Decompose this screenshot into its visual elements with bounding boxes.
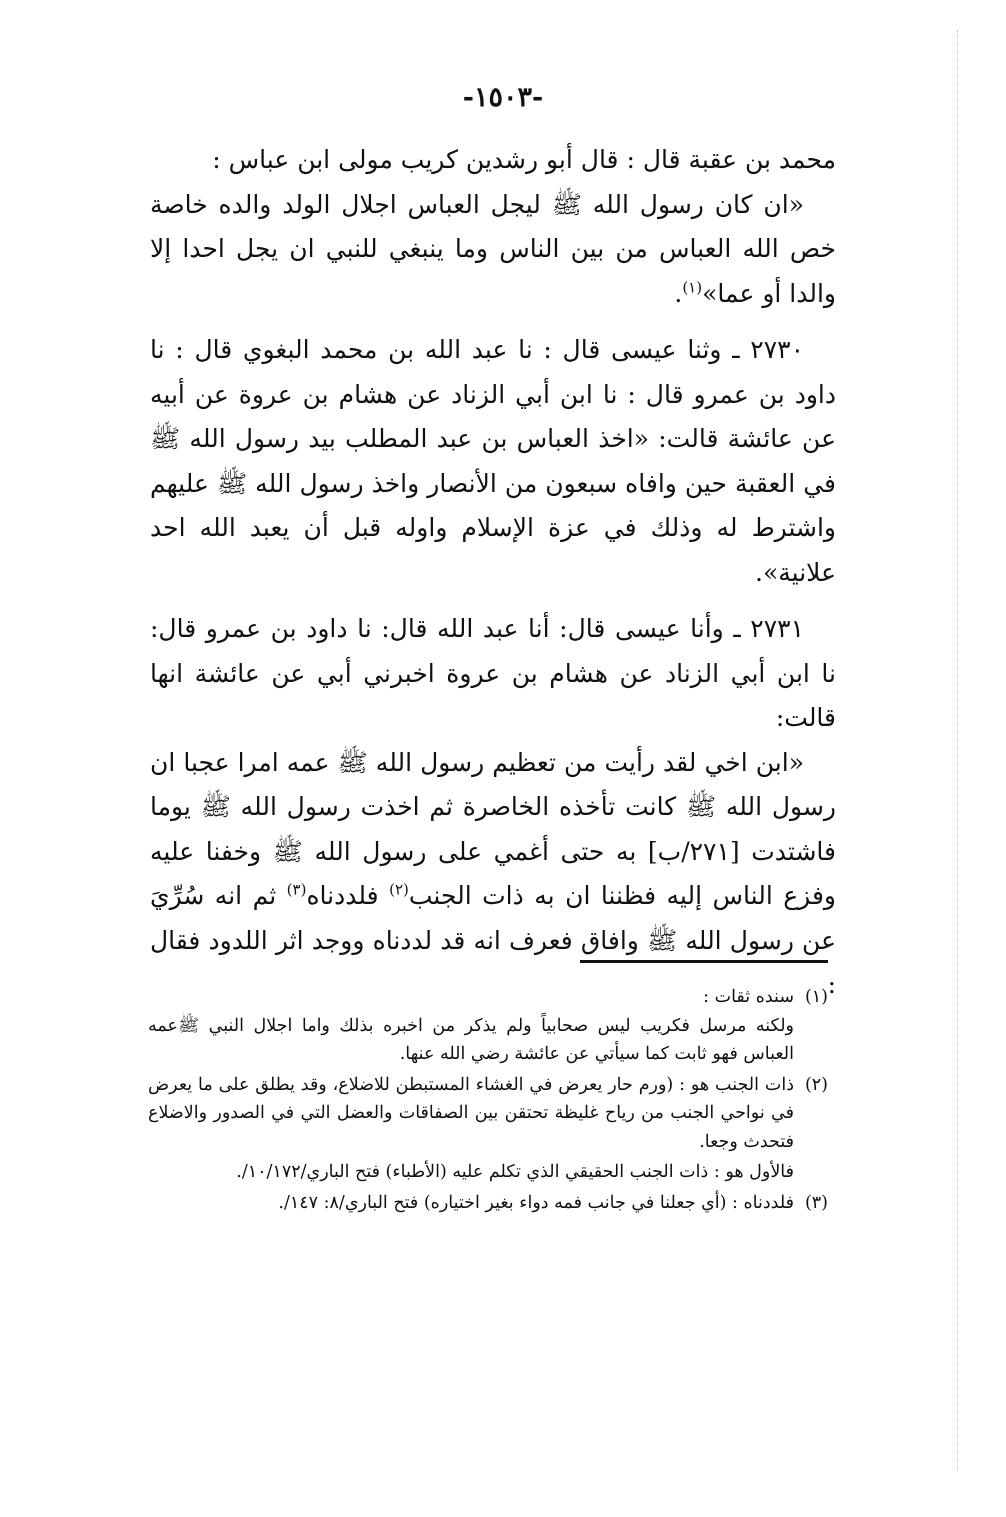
quote-text-2b: فلددناه bbox=[306, 881, 390, 910]
footnote-ref-1: (١) bbox=[682, 278, 703, 297]
footnote-1 bbox=[148, 983, 828, 1069]
footnote-3-number: (٣) bbox=[804, 1192, 828, 1213]
footnote-2-text: ذات الجنب هو : (ورم حار يعرض في الغشاء المستبطن للاضلاع، وقد يطلق على ما يعرض في نواحي الجنب من رياح غليظة تحتقن بين الصفاقات والعضل التي في الصدور والاضلاع فتحدث وجعا. bbox=[148, 1074, 794, 1152]
footnote-3-body bbox=[148, 1189, 794, 1218]
quote-text-2a: «ابن اخي لقد رأيت من تعظيم رسول الله ﷺ عمه امرا عجبا ان رسول الله ﷺ كانت تأخذه الخاصرة ثم اخذت رسول الله ﷺ يوما فاشتدت [٢٧١/ب] به حتى أغمي على رسول الله ﷺ وخفنا عليه وفزع الناس إليه فظننا ان به ذات الجنب bbox=[150, 747, 836, 910]
intro-text: محمد بن عقبة قال : قال أبو رشدين كريب مولى ابن عباس : bbox=[212, 145, 836, 174]
quote-text-1: «ان كان رسول الله ﷺ ليجل العباس اجلال الولد والده خاصة خص الله العباس من بين الناس وما ينبغي للنبي ان يجل احدا إلا والدا أو عما» bbox=[150, 189, 836, 308]
hadith-2731-text: ٢٧٣١ ـ وأنا عيسى قال: أنا عبد الله قال: نا داود بن عمرو قال: نا ابن أبي الزناد عن هشام بن عروة اخبرني أبي عن عائشة انها قالت: bbox=[150, 614, 836, 732]
quote-end-period: . bbox=[674, 278, 683, 308]
quote-paragraph-1 bbox=[150, 183, 836, 317]
footnote-1-line-1: سنده ثقات : bbox=[703, 987, 794, 1007]
footnote-1-number: (١) bbox=[804, 987, 828, 1007]
footnote-3-text: فلددناه : (أي جعلنا في جانب فمه دواء بغير اختياره) فتح الباري/٨: ١٤٧/. bbox=[278, 1192, 794, 1213]
footnote-divider bbox=[580, 960, 828, 963]
footnote-ref-3: (٣) bbox=[286, 880, 307, 899]
hadith-2730-text: ٢٧٣٠ ـ وثنا عيسى قال : نا عبد الله بن محمد البغوي قال : نا داود بن عمرو قال : نا ابن أبي الزناد عن هشام بن عروة عن أبيه عن عائشة قالت: «اخذ العباس بن عبد المطلب بيد رسول الله ﷺ في العقبة حين وافاه سبعون من الأنصار واخذ رسول الله ﷺ عليهم واشترط له وذلك في عزة الإسلام واوله قبل أن يعبد الله احد علانية». bbox=[150, 335, 836, 587]
quote-text-2c: ثم انه سُرِّيَ عن رسول الله ﷺ وافاق فعرف انه قد لددناه ووجد اثر اللدود فقال : bbox=[150, 881, 836, 999]
footnote-2-body bbox=[148, 1071, 794, 1157]
footnote-2-number: (٢) bbox=[804, 1074, 828, 1095]
text-line-intro bbox=[150, 138, 836, 183]
hadith-2730 bbox=[150, 328, 836, 595]
footnote-3 bbox=[148, 1189, 828, 1218]
footnote-1-body bbox=[148, 983, 794, 1069]
quote-paragraph-2 bbox=[150, 741, 836, 1008]
footnote-1-line-2: ولكنه مرسل فكريب ليس صحابياً ولم يذكر من اخبره بذلك واما اجلال النبي ﷺعمه العباس فهو ثابت كما سيأتي عن عائشة رضي الله عنها. bbox=[148, 1015, 794, 1064]
footnote-2-continuation: فالأول هو : ذات الجنب الحقيقي الذي تكلم عليه (الأطباء) فتح الباري/١٠/١٧٢/. bbox=[236, 1162, 794, 1182]
footnote-2 bbox=[148, 1071, 828, 1157]
footnote-ref-2: (٢) bbox=[389, 880, 409, 899]
main-text bbox=[150, 138, 836, 1008]
hadith-2731 bbox=[150, 607, 836, 741]
page-number: -١٥٠٣- bbox=[462, 82, 544, 113]
scan-edge-mark bbox=[957, 30, 958, 1470]
footnotes bbox=[148, 983, 828, 1219]
